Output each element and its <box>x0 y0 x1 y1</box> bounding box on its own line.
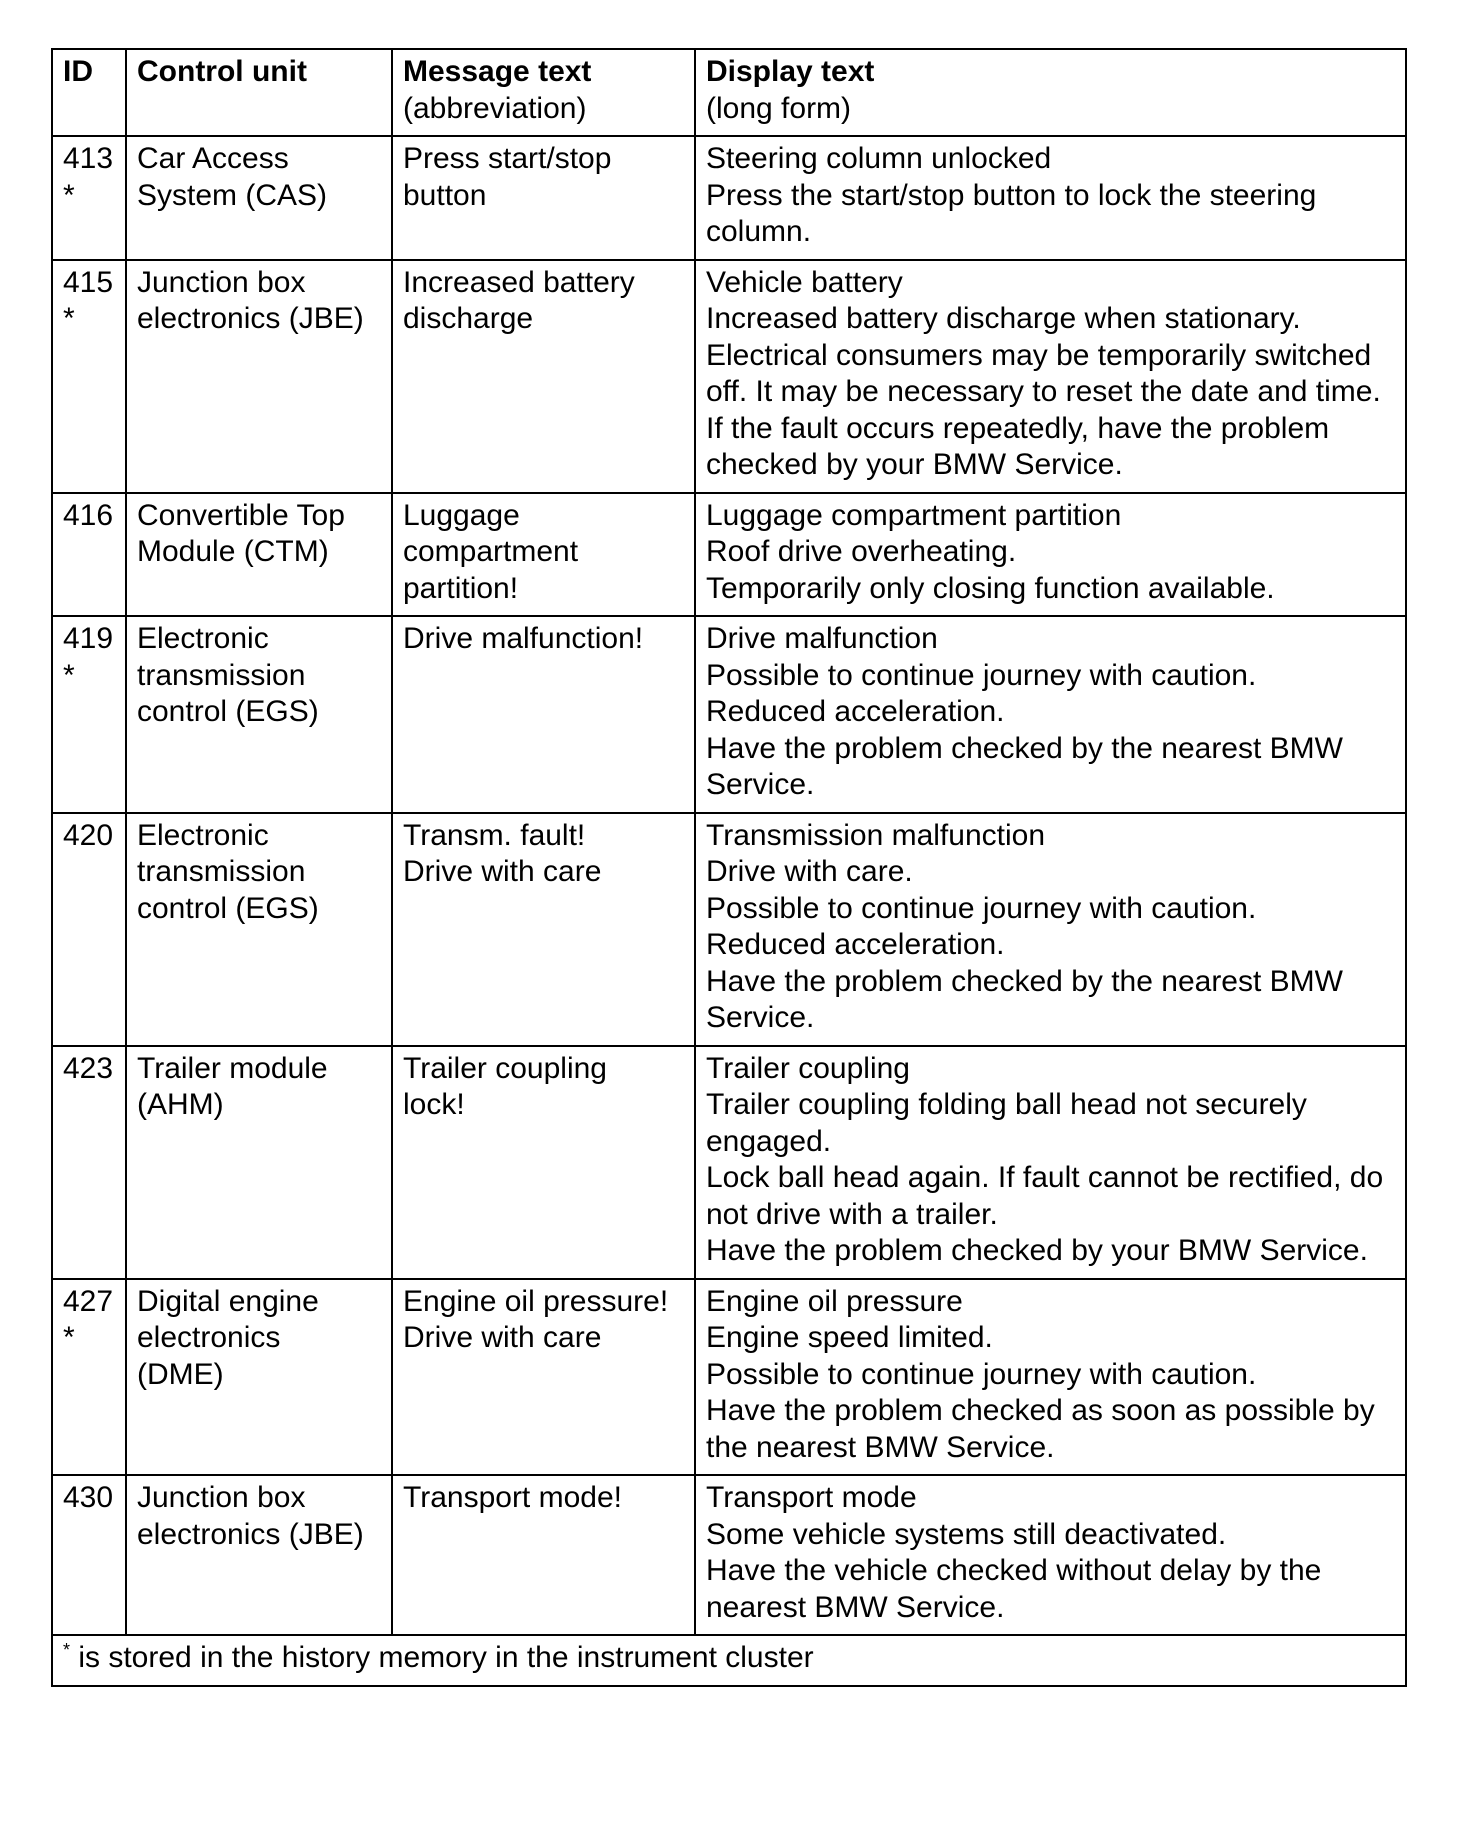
cell-message-text <box>392 260 695 493</box>
cell-message-text-line: discharge <box>403 302 534 335</box>
table-header-row <box>52 49 1406 136</box>
message-id: 427 <box>63 1284 114 1318</box>
message-id: 423 <box>63 1051 114 1085</box>
cell-display-text-line: If the fault occurs repeatedly, have the problem <box>706 411 1330 445</box>
header-message-text: Message text (abbreviation) <box>392 49 695 136</box>
cell-display-text-line: Steering column unlocked <box>706 142 1052 175</box>
cell-message-text-line: Drive with care <box>403 855 602 888</box>
cell-display-text-line: Service. <box>706 1001 815 1034</box>
cell-message-text-line: Transm. fault! <box>403 818 586 852</box>
cell-display-text-line: Service. <box>706 768 815 801</box>
cell-display-text-line: Transmission malfunction <box>706 818 1046 852</box>
cell-display-text-line: Drive malfunction <box>706 622 938 655</box>
cell-display-text-line: Reduced acceleration. <box>706 695 1005 728</box>
cell-message-text-line: Increased battery <box>403 265 635 299</box>
cell-message-text <box>392 813 695 1046</box>
cell-message-text-line: Luggage <box>403 498 520 532</box>
table-row <box>52 1475 1406 1635</box>
cell-display-text-line: Vehicle battery <box>706 265 903 299</box>
cell-control-unit-line: control (EGS) <box>137 891 319 925</box>
cell-control-unit-line: electronics <box>137 1321 281 1354</box>
cell-message-text-line: partition! <box>403 571 519 605</box>
cell-display-text <box>695 1475 1406 1635</box>
header-control-unit: Control unit <box>126 49 392 136</box>
cell-control-unit-line: Digital engine <box>137 1284 319 1318</box>
cell-display-text-line: Have the vehicle checked without delay by the <box>706 1554 1322 1587</box>
cell-display-text <box>695 1046 1406 1279</box>
cell-display-text-line: off. It may be necessary to reset the date and time. <box>706 375 1381 408</box>
cell-message-text-line: Press start/stop <box>403 142 612 175</box>
cell-display-text-line: column. <box>706 215 812 248</box>
cell-id <box>52 1279 126 1476</box>
cell-control-unit-line: Electronic <box>137 622 269 655</box>
cell-display-text-line: Luggage compartment partition <box>706 498 1122 532</box>
cell-display-text <box>695 136 1406 260</box>
cell-display-text-line: the nearest BMW Service. <box>706 1430 1055 1464</box>
cell-display-text-line: Lock ball head again. If fault cannot be rectified, do <box>706 1161 1384 1194</box>
cell-id <box>52 1046 126 1279</box>
footnote-mark: * <box>63 1640 71 1660</box>
cell-id <box>52 493 126 617</box>
cell-message-text-line: Drive with care <box>403 1321 602 1354</box>
cell-message-text-line: Drive malfunction! <box>403 622 644 655</box>
cell-control-unit-line: Trailer module <box>137 1051 328 1085</box>
cell-control-unit-line: (AHM) <box>137 1088 224 1121</box>
cell-display-text-line: Have the problem checked by the nearest BMW <box>706 731 1343 765</box>
cell-display-text-line: Electrical consumers may be temporarily switched <box>706 338 1372 372</box>
cell-display-text <box>695 616 1406 813</box>
table-row <box>52 1046 1406 1279</box>
history-star-mark: * <box>63 658 75 692</box>
history-star-mark: * <box>63 178 75 212</box>
cell-id <box>52 813 126 1046</box>
cell-control-unit-line: transmission <box>137 855 306 888</box>
cell-display-text-line: Some vehicle systems still deactivated. <box>706 1517 1227 1551</box>
table-row <box>52 1279 1406 1476</box>
check-control-message-table <box>51 48 1407 1687</box>
history-star-mark: * <box>63 1321 75 1354</box>
cell-message-text-line: Engine oil pressure! <box>403 1284 669 1318</box>
message-id: 415 <box>63 265 114 299</box>
cell-control-unit <box>126 616 392 813</box>
cell-control-unit-line: Car Access <box>137 142 289 175</box>
cell-display-text-line: checked by your BMW Service. <box>706 448 1123 481</box>
cell-message-text-line: button <box>403 178 487 212</box>
cell-control-unit <box>126 136 392 260</box>
header-display-text: Display text (long form) <box>695 49 1406 136</box>
cell-control-unit-line: Module (CTM) <box>137 535 329 568</box>
cell-message-text <box>392 616 695 813</box>
cell-control-unit <box>126 1279 392 1476</box>
cell-control-unit-line: (DME) <box>137 1357 224 1391</box>
footnote-text: is stored in the history memory in the instrument cluster <box>70 1641 814 1674</box>
cell-display-text-line: Trailer coupling <box>706 1051 910 1085</box>
cell-id <box>52 136 126 260</box>
table-row <box>52 813 1406 1046</box>
cell-control-unit-line: Junction box <box>137 265 306 299</box>
cell-control-unit-line: Junction box <box>137 1481 306 1514</box>
cell-control-unit-line: Convertible Top <box>137 498 345 532</box>
cell-message-text-line: lock! <box>403 1088 465 1121</box>
cell-display-text <box>695 493 1406 617</box>
cell-control-unit-line: System (CAS) <box>137 178 328 212</box>
cell-control-unit <box>126 260 392 493</box>
cell-message-text <box>392 493 695 617</box>
cell-display-text-line: Engine oil pressure <box>706 1284 963 1318</box>
document-page <box>51 48 1405 1687</box>
cell-message-text-line: Transport mode! <box>403 1481 622 1514</box>
cell-message-text <box>392 1279 695 1476</box>
cell-display-text-line: Possible to continue journey with caution. <box>706 658 1257 692</box>
message-id: 413 <box>63 142 114 175</box>
cell-display-text-line: Drive with care. <box>706 855 913 888</box>
cell-id <box>52 616 126 813</box>
cell-control-unit-line: control (EGS) <box>137 695 319 728</box>
cell-display-text-line: Temporarily only closing function available. <box>706 571 1275 605</box>
cell-display-text-line: Possible to continue journey with caution. <box>706 1357 1257 1391</box>
table-body <box>52 136 1406 1635</box>
message-id: 416 <box>63 498 114 532</box>
cell-display-text-line: Press the start/stop button to lock the steering <box>706 178 1317 212</box>
header-id: ID <box>52 49 126 136</box>
message-id: 430 <box>63 1481 114 1514</box>
cell-control-unit-line: electronics (JBE) <box>137 1517 364 1551</box>
cell-display-text <box>695 813 1406 1046</box>
cell-message-text <box>392 1475 695 1635</box>
cell-id <box>52 1475 126 1635</box>
cell-display-text-line: Possible to continue journey with caution. <box>706 891 1257 925</box>
table-row <box>52 136 1406 260</box>
cell-display-text-line: Reduced acceleration. <box>706 928 1005 961</box>
message-id: 419 <box>63 622 114 655</box>
cell-message-text <box>392 136 695 260</box>
table-row <box>52 260 1406 493</box>
cell-display-text <box>695 260 1406 493</box>
table-row <box>52 493 1406 617</box>
cell-control-unit-line: Electronic <box>137 818 269 852</box>
cell-display-text-line: Engine speed limited. <box>706 1321 993 1354</box>
cell-control-unit <box>126 813 392 1046</box>
cell-display-text-line: engaged. <box>706 1124 832 1158</box>
cell-display-text-line: not drive with a trailer. <box>706 1197 998 1231</box>
cell-message-text <box>392 1046 695 1279</box>
cell-id <box>52 260 126 493</box>
cell-display-text-line: Trailer coupling folding ball head not securely <box>706 1088 1307 1121</box>
cell-message-text-line: Trailer coupling <box>403 1051 607 1085</box>
cell-display-text-line: Increased battery discharge when stationary. <box>706 302 1301 335</box>
message-id: 420 <box>63 818 114 852</box>
cell-display-text-line: Have the problem checked by the nearest BMW <box>706 964 1343 998</box>
cell-control-unit <box>126 1475 392 1635</box>
cell-control-unit-line: electronics (JBE) <box>137 302 364 335</box>
cell-message-text-line: compartment <box>403 535 579 568</box>
cell-display-text-line: Roof drive overheating. <box>706 535 1017 568</box>
cell-display-text <box>695 1279 1406 1476</box>
cell-display-text-line: Have the problem checked as soon as possible by <box>706 1394 1375 1427</box>
footnote <box>52 1635 1406 1686</box>
table-row <box>52 616 1406 813</box>
footnote-row <box>52 1635 1406 1686</box>
cell-control-unit <box>126 493 392 617</box>
cell-display-text-line: Transport mode <box>706 1481 917 1514</box>
history-star-mark: * <box>63 302 75 335</box>
cell-control-unit <box>126 1046 392 1279</box>
cell-control-unit-line: transmission <box>137 658 306 692</box>
cell-display-text-line: Have the problem checked by your BMW Service. <box>706 1234 1368 1267</box>
cell-display-text-line: nearest BMW Service. <box>706 1590 1005 1624</box>
